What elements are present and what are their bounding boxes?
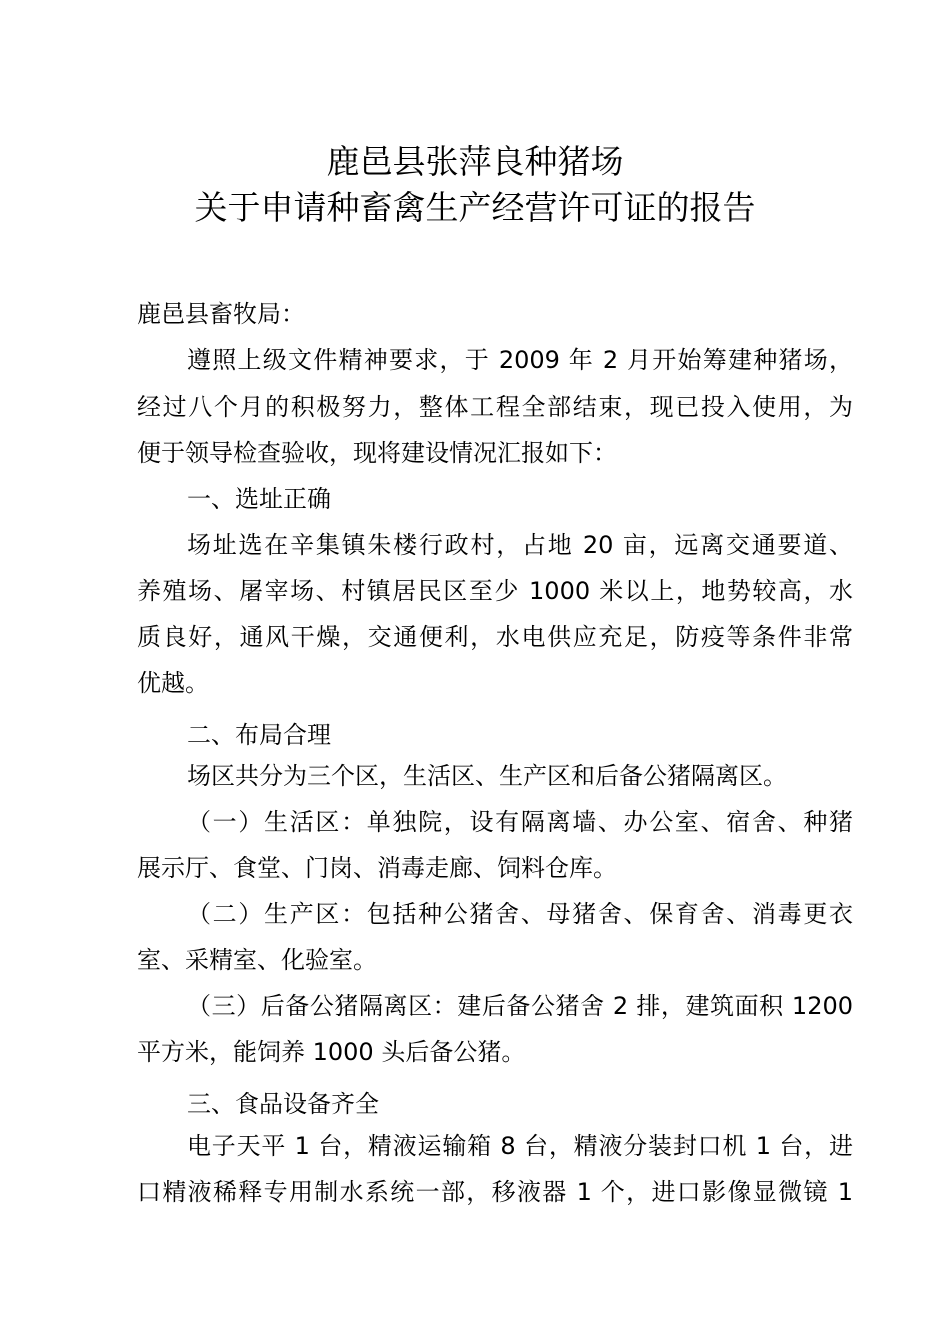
salutation: 鹿邑县畜牧局： bbox=[137, 300, 305, 328]
paragraph-line: 平方米，能饲养 1000 头后备公猪。 bbox=[137, 1038, 526, 1066]
paragraph-line: 经过八个月的积极努力，整体工程全部结束，现已投入使用，为 bbox=[137, 393, 853, 421]
paragraph-line: 展示厅、食堂、门岗、消毒走廊、饲料仓库。 bbox=[137, 854, 617, 882]
paragraph-line: 遵照上级文件精神要求，于 2009 年 2 月开始筹建种猪场， bbox=[187, 346, 853, 374]
paragraph-line: 优越。 bbox=[137, 669, 209, 697]
paragraph-line: 室、采精室、化验室。 bbox=[137, 946, 377, 974]
paragraph-line: （一）生活区：单独院，设有隔离墙、办公室、宿舍、种猪 bbox=[187, 808, 853, 836]
section-heading: 一、选址正确 bbox=[187, 485, 331, 513]
title-line-2: 关于申请种畜禽生产经营许可证的报告 bbox=[194, 188, 756, 227]
section-heading: 三、食品设备齐全 bbox=[187, 1090, 379, 1118]
paragraph-line: 养殖场、屠宰场、村镇居民区至少 1000 米以上，地势较高，水 bbox=[137, 577, 853, 605]
paragraph-line: 场址选在辛集镇朱楼行政村，占地 20 亩，远离交通要道、 bbox=[187, 531, 853, 559]
title-line-1: 鹿邑县张萍良种猪场 bbox=[326, 142, 624, 181]
paragraph-line: 场区共分为三个区，生活区、生产区和后备公猪隔离区。 bbox=[187, 762, 787, 790]
paragraph-line: 电子天平 1 台，精液运输箱 8 台，精液分装封口机 1 台，进 bbox=[187, 1132, 853, 1160]
section-heading: 二、布局合理 bbox=[187, 721, 331, 749]
paragraph-line: 便于领导检查验收，现将建设情况汇报如下： bbox=[137, 439, 617, 467]
paragraph-line: 口精液稀释专用制水系统一部，移液器 1 个，进口影像显微镜 1 bbox=[137, 1178, 853, 1206]
paragraph-line: 质良好，通风干燥，交通便利，水电供应充足，防疫等条件非常 bbox=[137, 623, 853, 651]
paragraph-line: （二）生产区：包括种公猪舍、母猪舍、保育舍、消毒更衣 bbox=[187, 900, 853, 928]
paragraph-line: （三）后备公猪隔离区：建后备公猪舍 2 排，建筑面积 1200 bbox=[187, 992, 853, 1020]
